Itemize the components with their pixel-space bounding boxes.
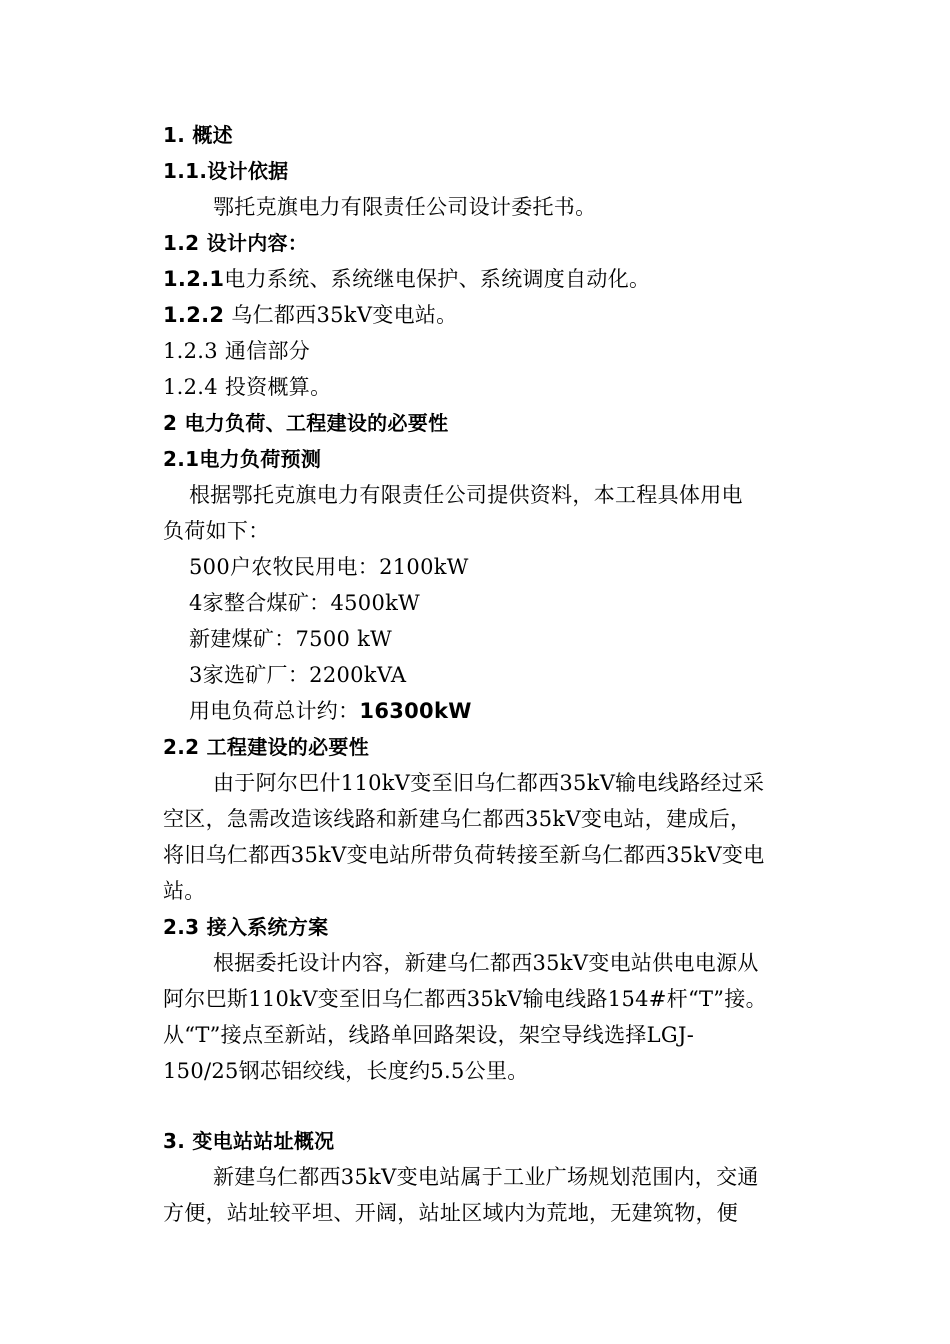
- section-3-heading: 3. 变电站站址概况: [163, 1129, 335, 1153]
- load-item: 新建煤矿：7500 kW: [189, 627, 393, 651]
- necessity-line-3: 将旧乌仁都西35kV变电站所带负荷转接至新乌仁都西35kV变电: [163, 843, 765, 867]
- item-text: 电力系统、系统继电保护、系统调度自动化。: [224, 267, 651, 291]
- site-overview-line-2: 方便，站址较平坦、开阔，站址区域内为荒地，无建筑物，便: [163, 1201, 739, 1225]
- load-item: 3家选矿厂：2200kVA: [189, 663, 407, 687]
- load-total: [189, 698, 472, 724]
- section-2-heading: 2 电力负荷、工程建设的必要性: [163, 411, 449, 435]
- access-plan-line-2: 阿尔巴斯110kV变至旧乌仁都西35kV输电线路154#杆“T”接。: [163, 987, 767, 1011]
- access-plan-line-1: 根据委托设计内容，新建乌仁都西35kV变电站供电电源从: [213, 951, 759, 975]
- load-item: 4家整合煤矿：4500kW: [189, 591, 421, 615]
- section-1-heading: 1. 概述: [163, 123, 233, 147]
- load-total-label: 用电负荷总计约：: [189, 699, 360, 723]
- design-content-item-4: 1.2.4 投资概算。: [163, 375, 332, 399]
- access-plan-line-4: 150/25钢芯铝绞线，长度约5.5公里。: [163, 1059, 529, 1083]
- section-2-2-heading: 2.2 工程建设的必要性: [163, 735, 369, 759]
- load-item: 500户农牧民用电：2100kW: [189, 555, 469, 579]
- section-2-1-heading: 2.1电力负荷预测: [163, 447, 322, 471]
- necessity-line-2: 空区，急需改造该线路和新建乌仁都西35kV变电站，建成后，: [163, 807, 752, 831]
- section-2-3-heading: 2.3 接入系统方案: [163, 915, 329, 939]
- section-1-1-heading: 1.1.设计依据: [163, 159, 289, 183]
- item-number: 1.2.2: [163, 303, 225, 327]
- design-content-item-3: 1.2.3 通信部分: [163, 339, 311, 363]
- design-basis-text: 鄂托克旗电力有限责任公司设计委托书。: [213, 195, 597, 219]
- design-content-item-2: [163, 302, 457, 328]
- design-content-item-1: [163, 266, 650, 292]
- necessity-line-1: 由于阿尔巴什110kV变至旧乌仁都西35kV输电线路经过采: [213, 771, 765, 795]
- necessity-line-4: 站。: [163, 879, 206, 903]
- access-plan-line-3: 从“T”接点至新站，线路单回路架设，架空导线选择LGJ-: [163, 1023, 695, 1047]
- load-total-value: 16300kW: [359, 699, 472, 723]
- load-intro-line-2: 负荷如下：: [163, 519, 270, 543]
- item-text: 乌仁都西35kV变电站。: [224, 303, 458, 327]
- load-intro-line-1: 根据鄂托克旗电力有限责任公司提供资料，本工程具体用电: [189, 483, 743, 507]
- site-overview-line-1: 新建乌仁都西35kV变电站属于工业广场规划范围内，交通: [213, 1165, 759, 1189]
- section-1-2-heading: 1.2 设计内容：: [163, 231, 309, 255]
- item-number: 1.2.1: [163, 267, 225, 291]
